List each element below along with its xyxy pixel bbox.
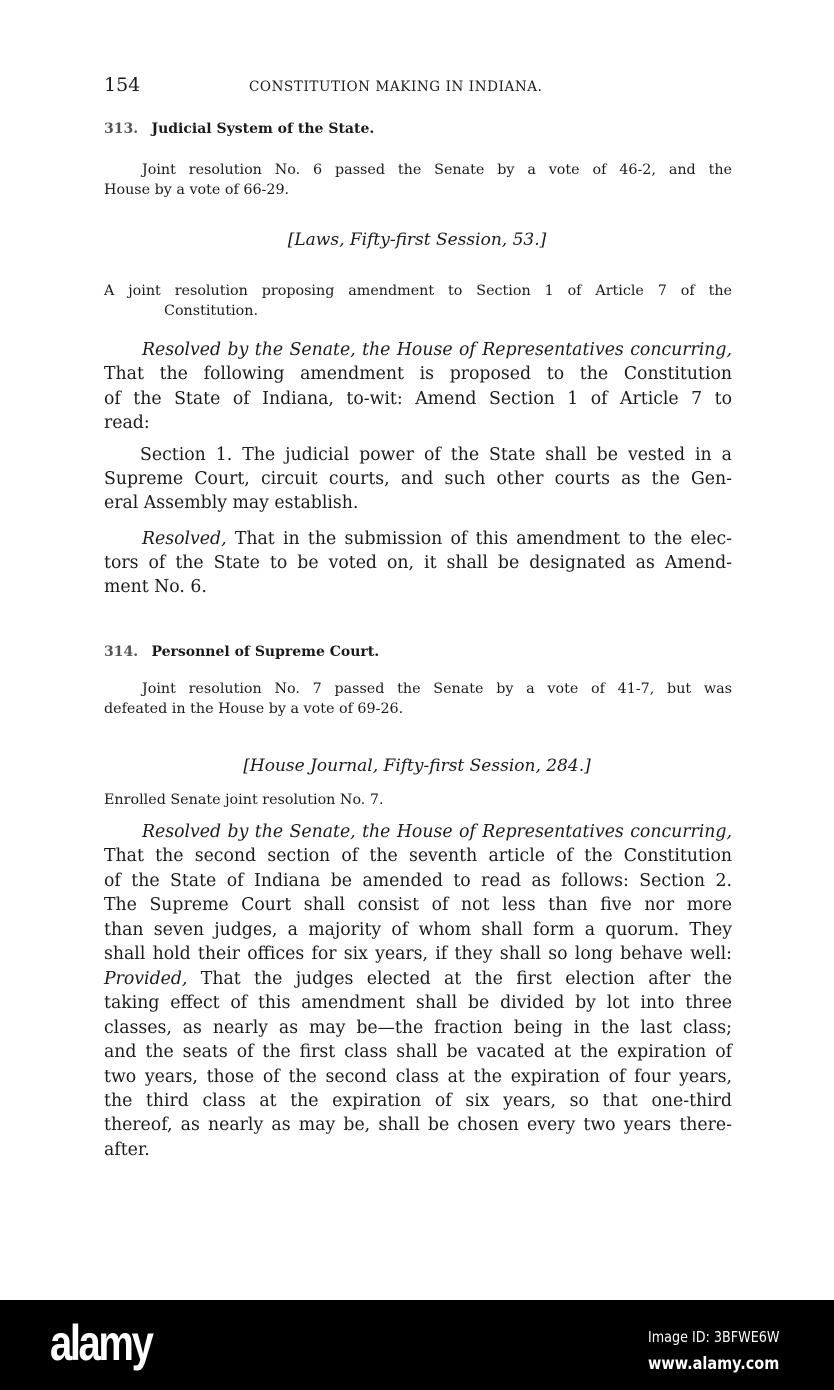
italic-text: Resolved by the Senate, the House of Representatives concurring,: [142, 822, 732, 842]
text-line: [104, 1140, 732, 1160]
section-title: Personnel of Supreme Court.: [151, 644, 380, 660]
text-line: [104, 364, 732, 384]
line-text: ment No. 6.: [104, 577, 207, 597]
line-text: That the second section of the seventh article of the Constitution: [104, 846, 732, 867]
text-line: [142, 340, 732, 360]
line-text: than seven judges, a majority of whom shall form a quorum. They: [104, 919, 732, 940]
text-line: Joint resolution No. 6 passed the Senate by a vote of 46-2, and the: [142, 162, 732, 178]
text-line: [104, 1091, 732, 1111]
line-text: read:: [104, 412, 150, 433]
text-line: [104, 1042, 732, 1062]
text-line: [104, 1018, 732, 1038]
line-text: eral Assembly may establish.: [104, 493, 359, 513]
text-line: [104, 944, 732, 964]
text-line: [104, 469, 732, 489]
image-id: Image ID: 3BFWE6W: [648, 1328, 780, 1346]
text-line: [104, 1067, 732, 1087]
text-line: [104, 389, 732, 409]
text-line: House by a vote of 66-29.: [104, 182, 290, 198]
line-text: the third class at the expiration of six years, so that one-third: [104, 1090, 732, 1111]
line-text: of the State of Indiana be amended to read as follows: Section 2.: [104, 870, 732, 891]
citation-house-journal: [House Journal, Fifty-first Session, 284.]: [243, 756, 591, 776]
text-line: A joint resolution proposing amendment to Section 1 of Article 7 of the: [104, 283, 732, 299]
line-text: That in the submission of this amendment to the elec-: [226, 529, 732, 549]
line-text: after.: [104, 1139, 150, 1160]
line-text: shall hold their offices for six years, if they shall so long behave well:: [104, 944, 732, 965]
italic-text: Resolved,: [142, 529, 227, 549]
page-number: 154: [104, 74, 141, 96]
text-line: [104, 553, 732, 573]
line-text: of the State of Indiana, to-wit: Amend Section 1 of Article 7 to: [104, 388, 732, 409]
section-313-heading: [104, 121, 374, 137]
running-head: CONSTITUTION MAKING IN INDIANA.: [249, 79, 543, 95]
section-314-heading: [104, 644, 379, 660]
text-line: [142, 529, 732, 549]
line-text: classes, as nearly as may be—the fraction being in the last class;: [104, 1017, 732, 1038]
italic-text: Provided,: [104, 968, 188, 989]
text-line: [104, 993, 732, 1013]
section-number: 313.: [104, 121, 139, 137]
text-line: [140, 445, 732, 465]
line-text: thereof, as nearly as may be, shall be chosen every two years there-: [104, 1115, 732, 1136]
italic-text: Resolved by the Senate, the House of Representatives concurring,: [142, 340, 732, 360]
text-line: [104, 413, 732, 433]
enrolled-caption: Enrolled Senate joint resolution No. 7.: [104, 792, 384, 808]
alamy-logo: alamy: [50, 1315, 152, 1371]
line-text: and the seats of the first class shall be vacated at the expiration of: [104, 1042, 732, 1063]
section-title: Judicial System of the State.: [151, 121, 375, 137]
line-text: tors of the State to be voted on, it shall be designated as Amend-: [104, 553, 732, 573]
text-line: [104, 895, 732, 915]
line-text: Section 1. The judicial power of the State shall be vested in a: [140, 445, 732, 465]
text-line: [104, 1115, 732, 1135]
line-text: taking effect of this amendment shall be divided by lot into three: [104, 993, 732, 1014]
text-line: [104, 493, 732, 513]
line-text: Supreme Court, circuit courts, and such other courts as the Gen-: [104, 469, 732, 489]
section-number: 314.: [104, 644, 139, 660]
citation-laws: [Laws, Fifty-first Session, 53.]: [287, 230, 547, 250]
text-line: [104, 871, 732, 891]
text-line: [104, 577, 732, 597]
line-text: That the following amendment is proposed to the Constitution: [104, 364, 732, 385]
watermark-footer: [0, 1300, 834, 1390]
text-line: Joint resolution No. 7 passed the Senate by a vote of 41-7, but was: [142, 681, 732, 697]
text-line: [104, 846, 732, 866]
line-text: two years, those of the second class at the expiration of four years,: [104, 1066, 732, 1087]
text-line: [104, 969, 732, 989]
text-line: [104, 920, 732, 940]
text-line: [142, 822, 732, 842]
line-text: That the judges elected at the first election after the: [187, 968, 732, 989]
site-url: www.alamy.com: [648, 1354, 780, 1374]
line-text: The Supreme Court shall consist of not less than five nor more: [104, 895, 732, 916]
text-line: defeated in the House by a vote of 69-26.: [104, 701, 404, 717]
text-line: Constitution.: [164, 303, 259, 319]
